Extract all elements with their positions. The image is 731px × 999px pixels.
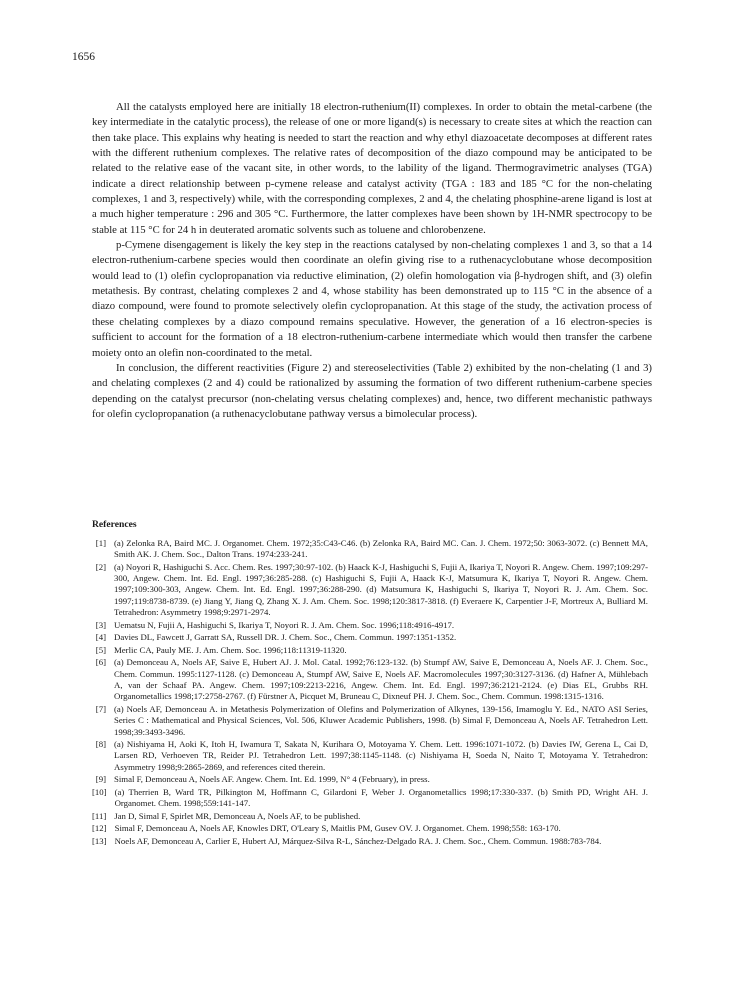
page-number: 1656	[72, 51, 95, 63]
reference-item	[92, 657, 648, 702]
paragraph: All the catalysts employed here are initially 18 electron-ruthenium(II) complexes. In order to obtain the metal-carbene (the key intermediate in the catalytic process), the release of one or more ligand(s) is necessary to create sites at which the reaction can then take place. This explains why heating is needed to start the reaction and why ethyl diazoacetate decomposes at different rates with the different ruthenium complexes. The relative rates of decomposition of the diazo compound may be anticipated to be related to the relative ease of the vacant site, in other words, to the lability of the ligand. Thermogravimetric analyses (TGA) indicate a direct relationship between p-cymene release and catalyst activity (TGA : 183 and 185 °C for the non-chelating complexes, 1 and 3, respectively) while, with the corresponding complexes, 2 and 4, the chelating phosphine-arene ligand is lost at a much higher temperature : 296 and 305 °C. Furthermore, the latter complexes have been shown by 1H-NMR spectrocopy to be stable at 115 °C for 24 h in deuterated aromatic solvents such as toluene and chlorobenzene.	[92, 101, 652, 236]
paragraph: In conclusion, the different reactivities (Figure 2) and stereoselectivities (Table 2) exhibited by the non-chelating (1 and 3) and chelating complexes (2 and 4) could be rationalized by assuming the formation of two different ruthenium-carbene species depending on the catalyst precursor (non-chelating versus chelating complexes) and, hence, two different mechanistic pathways for olefin cyclopropanation (a ruthenacyclobutane pathway versus a bimolecular process).	[92, 361, 652, 420]
reference-number: [1]	[95, 538, 106, 548]
body-text	[92, 100, 652, 422]
reference-item	[92, 774, 648, 785]
reference-number: [7]	[95, 703, 106, 714]
reference-number: [9]	[95, 774, 106, 785]
reference-text: Merlic CA, Pauly ME. J. Am. Chem. Soc. 1996;118:11319-11320.	[114, 644, 347, 655]
references-heading: References	[92, 519, 137, 530]
reference-item	[92, 562, 648, 618]
paragraph: p-Cymene disengagement is likely the key step in the reactions catalysed by non-chelating complexes 1 and 3, so that a 14 electron-ruthenium-carbene species would then coordinate an olefin giving rise to a ruthenacyclobutane whose decomposition would lead to (1) olefin cyclopropanation via reductive elimination, (2) olefin homologation via β-hydrogen shift, and (3) olefin metathesis. By contrast, chelating complexes 2 and 4, whose stability has been demonstrated up to 115 °C in the absence of a diazo compound, were found to promote selectively olefin cyclopropanation. At this stage of the study, the activation process of these chelating complexes by a diazo compound remains speculative. However, the generation of a 16 electron-species is sufficient to account for the formation of a 18 electron-ruthenium-carbene intermediate which would then transfer the carbene moiety onto an olefin non-coordinated to the metal.	[92, 239, 652, 359]
reference-item	[92, 823, 648, 834]
reference-text: Uematsu N, Fujii A, Hashiguchi S, Ikariya T, Noyori R. J. Am. Chem. Soc. 1996;118:4916-4917.	[114, 619, 455, 630]
reference-number: [4]	[95, 632, 106, 643]
reference-item	[92, 811, 648, 822]
reference-item	[92, 538, 648, 561]
reference-item	[92, 836, 648, 847]
reference-text: Davies DL, Fawcett J, Garratt SA, Russell DR. J. Chem. Soc., Chem. Commun. 1997:1351-1352.	[114, 632, 457, 643]
reference-number: [6]	[95, 657, 106, 668]
reference-text: Jan D, Simal F, Spirlet MR, Demonceau A, Noels AF, to be published.	[114, 810, 361, 821]
reference-number: [2]	[95, 561, 106, 572]
reference-text: Simal F, Demonceau A, Noels AF. Angew. Chem. Int. Ed. 1999, N° 4 (February), in press.	[114, 774, 430, 785]
reference-number: [10]	[92, 786, 107, 797]
reference-text: (a) Nishiyama H, Aoki K, Itoh H, Iwamura T, Sakata N, Kurihara O, Motoyama Y. Chem. Lett. 1996:1071-1072. (b) Davies IW, Gerena L, Cai D, Larsen RD, Verhoeven TR, Reider PJ. Tetrahedron Lett. 1997;38:1145-1148. (c) Nishiyama H, Soeda N, Naito T, Motoyama Y. Tetrahedron: Asymmetry 1998;9:2865-2869, and references cited therein.	[114, 739, 648, 772]
reference-text: (a) Demonceau A, Noels AF, Saive E, Hubert AJ. J. Mol. Catal. 1992;76:123-132. (b) Stumpf AW, Saive E, Demonceau A, Noels AF. J. Chem. Soc., Chem. Commun. 1995:1127-1128. (c) Demonceau A, Stumpf AW, Saive E, Noels AF. Macromolecules 1997;30:3127-3136. (d) Hafner A, Mühlebach A, van der Schaaf PA. Angew. Chem. 1997;109:2213-2216, Angew. Chem. Int. Ed. Engl. 1997;36:2121-2124. (e) Dias EL, Grubbs RH. Organometallics 1998;17:2758-2767. (f) Fürstner A, Picquet M, Bruneau C, Dixneuf PH. J. Chem. Soc., Chem. Commun. 1998:1315-1316.	[114, 657, 648, 702]
reference-number: [3]	[95, 619, 106, 630]
reference-number: [11]	[92, 810, 107, 821]
reference-item	[92, 739, 648, 773]
reference-item	[92, 620, 648, 631]
reference-text: (a) Therrien B, Ward TR, Pilkington M, Hoffmann C, Gilardoni F, Weber J. Organometallics 1998;17:330-337. (b) Smith PD, Wright AH. J. Organomet. Chem. 1998;559:141-147.	[114, 786, 648, 809]
reference-item	[92, 787, 648, 810]
reference-number: [8]	[95, 739, 106, 750]
reference-text: (a) Noels AF, Demonceau A. in Metathesis Polymerization of Olefins and Polymerization of Alkynes, 139-156, Imamoglu Y. Ed., NATO ASI Series, Series C : Mathematical and Physical Sciences, Vol. 506, Kluwer Academic Publishers, 1998. (b) Simal F, Demonceau A, Noels AF. Tetrahedron Lett. 1998;39:3493-3496.	[114, 703, 648, 737]
reference-text: (a) Noyori R, Hashiguchi S. Acc. Chem. Res. 1997;30:97-102. (b) Haack K-J, Hashiguchi S, Fujii A, Ikariya T, Noyori R. Angew. Chem. 1997;109:297-300, Angew. Chem. Int. Ed. Engl. 1997;36:285-288. (c) Hashiguchi S, Fujii A, Haack K-J, Matsumura K, Ikariya T, Noyori R. Angew. Chem. 1997;109:300-303, Angew. Chem. Int. Ed. Engl. 1997;36:288-290. (d) Matsumura K, Hashiguchi S, Ikariya T, Noyori R. J. Am. Chem. Soc. 1997;119:8738-8739. (e) Jiang Y, Jiang Q, Zhang X. J. Am. Chem. Soc. 1998;120:3817-3818. (f) Everaere K, Carpentier J-F, Mortreux A, Bulliard M. Tetrahedron: Asymmetry 1998;9:2971-2974.	[114, 561, 649, 618]
reference-item	[92, 632, 648, 643]
reference-number: [13]	[92, 835, 107, 846]
reference-item	[92, 704, 648, 738]
reference-text: (a) Zelonka RA, Baird MC. J. Organomet. Chem. 1972;35:C43-C46. (b) Zelonka RA, Baird MC. Can. J. Chem. 1972;50: 3063-3072. (c) Bennett MA, Smith AK. J. Chem. Soc., Dalton Trans. 1974:233-241.	[114, 538, 648, 560]
reference-list	[92, 538, 648, 849]
reference-text: Simal F, Demonceau A, Noels AF, Knowles DRT, O'Leary S, Maitlis PM, Gusev OV. J. Organomet. Chem. 1998;558: 163-170.	[114, 823, 561, 834]
reference-number: [5]	[95, 644, 106, 655]
reference-text: Noels AF, Demonceau A, Carlier E, Hubert AJ, Márquez-Silva R-L, Sánchez-Delgado RA. J. Chem. Soc., Chem. Commun. 1988:783-784.	[114, 835, 602, 846]
reference-item	[92, 645, 648, 656]
reference-number: [12]	[92, 823, 107, 834]
